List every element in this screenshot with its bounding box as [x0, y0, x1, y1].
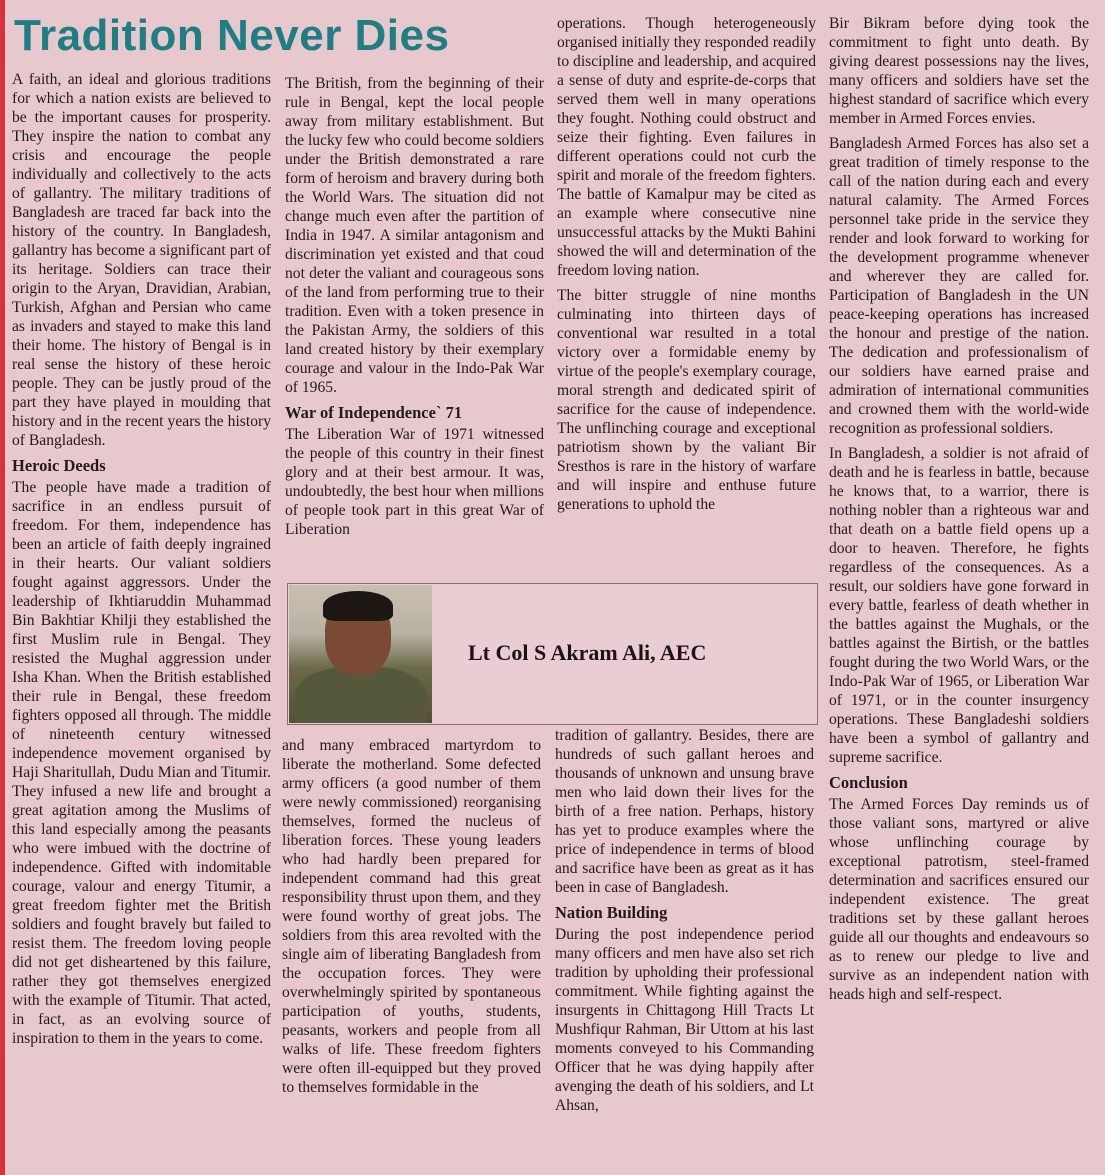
- column-4: [829, 14, 1089, 1164]
- paragraph: The people have made a tradition of sacrifice in an endless pursuit of freedom. For them, independence has been an article of faith deeply ingrained in their hearts. Our valiant soldiers fought against aggressors. Under the leadership of Ikhtiaruddin Muhammad Bin Bakhtiar Khilji they established the first Muslim rule in Bengal. They resisted the Mughal aggression under Isha Khan. When the British established their rule in Bengal, these freedom fighters opposed all through. The middle of nineteenth century witnessed independence movement organised by Haji Sharitullah, Dudu Mian and Titumir. They infused a new life and brought a great agitation among the Muslims of this land especially among the peasants who were imbued with the doctrine of independence. Gifted with indomitable courage, valour and energy Titumir, a great freedom fighter met the British soldiers and fought bravely but failed to resist them. The freedom loving people did not get disheartened by this failure, rather they got themselves energized with the example of Titumir. That acted, in fact, as an evolving source of inspiration to them in the years to come.: [12, 479, 271, 1047]
- left-edge-bar: [0, 0, 5, 1175]
- section-heading-war-of-independence: War of Independence` 71: [285, 403, 463, 422]
- column-2-top: [285, 74, 544, 582]
- column-3-top: [557, 14, 816, 580]
- section-heading-nation-building: Nation Building: [555, 903, 668, 922]
- section-heading-conclusion: Conclusion: [829, 773, 908, 792]
- paragraph: In Bangladesh, a soldier is not afraid of death and he is fearless in battle, because he knows that, to a warrior, there is nothing nobler than a righteous war and that death on a battle field opens up a door to heaven. Therefore, he fights regardless of the consequences. As a result, our soldiers have gone forward in every battle, fearless of death whether in the battles against the Mughals, or the battles against the Birtish, or the battles fought during the two World Wars, or the Indo-Pak War of 1965, or Liberation War of 1971, or in the counter insurgency operations. These Bangladeshi soldiers have been a symbol of gallantry and supreme sacrifice.: [829, 445, 1089, 766]
- paragraph: tradition of gallantry. Besides, there are hundreds of such gallant heroes and thousands of unknown and unsung brave men who laid down their lives for the birth of a free nation. Perhaps, history has yet to produce examples where the price of independence in terms of blood and sacrifice have been as great as it has been in case of Bangladesh.: [555, 727, 814, 896]
- section-heading-heroic-deeds: Heroic Deeds: [12, 456, 106, 475]
- paragraph: During the post independence period many officers and men have also set rich tradition by upholding their professional commitment. While fighting against the insurgents in Chittagong Hill Tracts Lt Mushfiqur Rahman, Bir Uttom at his last moments conveyed to his Commanding Officer that he was dying happily after avenging the death of his soldiers, and Lt Ahsan,: [555, 926, 814, 1114]
- paragraph: operations. Though heterogeneously organised initially they responded readily to discipline and leadership, and acquired a sense of duty and esprite-de-corps that served them well in many operations they fought. Nothing could obstruct and seize their fighting. Even failures in different operations could not curb the spirit and morale of the freedom fighters. The battle of Kamalpur may be cited as an example where consecutive nine unsuccessful attacks by the Mukti Bahini showed the will and determination of the freedom loving nation.: [557, 15, 816, 279]
- author-box: [287, 583, 818, 725]
- paragraph: The bitter struggle of nine months culminating into thirteen days of conventional war resulted in a total victory over a formidable enemy by virtue of the people's exemplary courage, moral strength and dedicated spirit of sacrifice for the cause of independence. The unflinching courage and exceptional patriotism shown by the valiant Bir Sresthos is rare in the history of warfare and will inspire and enthuse future generations to uphold the: [557, 287, 816, 513]
- paragraph: The British, from the beginning of their rule in Bengal, kept the local people away from military establishment. But the lucky few who could become soldiers under the British demonstrated a rare form of heroism and bravery during both the World Wars. The situation did not change much even after the partition of India in 1947. A similar antagonism and discrimination yet existed and that coud not deter the valiant and courageous sons of the land from performing true to their tradition. Even with a token presence in the Pakistan Army, the soldiers of this land created history by their exemplary courage and valour in the Indo-Pak War of 1965.: [285, 75, 544, 396]
- paragraph: Bangladesh Armed Forces has also set a great tradition of timely response to the call of the nation during each and every natural calamity. The Armed Forces personnel take pride in the service they render and look forward to working for the development programme whenever and wherever they are called for. Participation of Bangladesh in the UN peace-keeping operations has increased the honour and prestige of the nation. The dedication and professionalism of our soldiers have earned praise and admiration of international communities and crowned them with the world-wide recognition as professional soldiers.: [829, 135, 1089, 437]
- column-2-bottom: [282, 736, 541, 1170]
- paragraph: The Armed Forces Day reminds us of those valiant sons, martyred or alive whose unflinching courage by exceptional patrotism, steel-framed determination and sacrifices ensured our independent existence. The great traditions set by these gallant heroes guide all our thoughts and endeavours so as to renew our pledge to live and survive as an independent nation with heads high and self-respect.: [829, 796, 1089, 1003]
- column-1: [12, 70, 271, 1170]
- paragraph: The Liberation War of 1971 witnessed the people of this country in their finest glory and at their best armour. It was, undoubtedly, the best hour when millions of people took part in this great War of Liberation: [285, 426, 544, 538]
- article-headline: Tradition Never Dies: [14, 11, 450, 60]
- column-3-bottom: [555, 726, 814, 1164]
- paragraph: A faith, an ideal and glorious traditions for which a nation exists are believed to be the important causes for prosperity. They inspire the nation to combat any crisis and encourage the people individually and collectively to the acts of gallantry. The military traditions of Bangladesh are traced far back into the history of the country. In Bangladesh, gallantry has become a significant part of its heritage. Soldiers can trace their origin to the Aryan, Dravidian, Arabian, Turkish, Afghan and Persian who came as invaders and stayed to make this land their home. The history of Bengal is in real sense the history of these heroic people. They can be justly proud of the part they have played in moulding that history and in the recent years the history of Bangladesh.: [12, 71, 271, 449]
- author-byline: Lt Col S Akram Ali, AEC: [468, 640, 707, 665]
- author-photo: [289, 585, 432, 723]
- paragraph: Bir Bikram before dying took the commitment to fight unto death. By giving dearest possessions nay the lives, many officers and soldiers have set the highest standard of sacrifice which every member in Armed Forces envies.: [829, 15, 1089, 127]
- paragraph: and many embraced martyrdom to liberate the motherland. Some defected army officers (a good number of them were newly commissioned) reorganising themselves, formed the nucleus of liberation forces. These young leaders who had hardly been prepared for independent command had this great responsibility thrust upon them, and they were found worthy of great jobs. The soldiers from this area revolted with the single aim of liberating Bangladesh from the occupation forces. They were overwhelmingly spirited by spontaneous participation of youths, students, peasants, workers and people from all walks of life. These freedom fighters were often ill-equipped but they proved to themselves formidable in the: [282, 737, 541, 1096]
